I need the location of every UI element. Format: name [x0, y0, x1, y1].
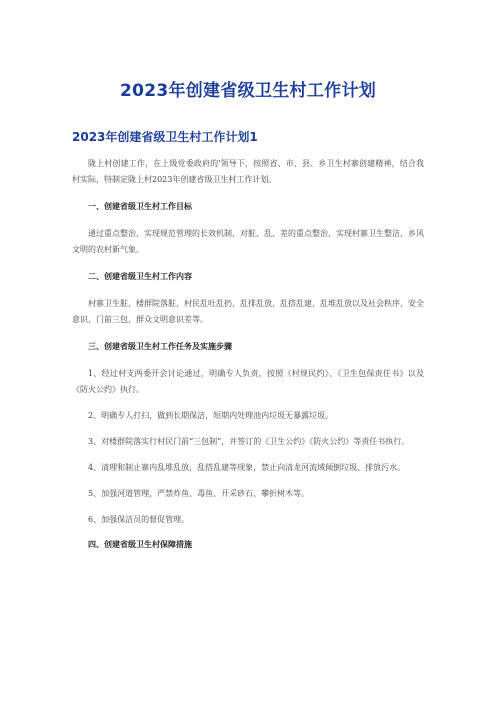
document-body: [72, 156, 424, 564]
heading-goals: 一、创建省级卫生村工作目标: [88, 202, 192, 211]
task-item-3: 3、对楼群院落实行村民门前“三包制”，并签订的《卫生公约》《防火公约》等责任书执行。: [88, 437, 410, 446]
section-title: 2023年创建省级卫生村工作计划1: [72, 130, 258, 144]
heading-content: 二、创建省级卫生村工作内容: [88, 272, 192, 281]
document-title: 2023年创建省级卫生村工作计划: [119, 81, 377, 101]
task-item-1: 1、经过村支两委开会讨论通过，明确专人负责，按照《村规民约》、《卫生包保责任书》以及《防火公约》执行。: [72, 369, 424, 394]
task-item-5: 5、加强河道管理，严禁炸鱼、毒鱼、开采砂石、攀折树木等。: [88, 489, 310, 498]
paragraph-content: 村寨卫生脏、楼群院落脏、村民乱吐乱扔、乱排乱放、乱搭乱建、乱堆乱放以及社会秩序、安全意识、门前三包、群众文明意识差等。: [72, 299, 424, 324]
task-item-6: 6、加强保洁员的督促管理。: [88, 515, 190, 524]
task-item-4: 4、清理和制止寨内乱堆乱放，乱搭乱建等现象，禁止向清龙河流域倾倒垃圾、排放污水。: [88, 463, 406, 472]
heading-tasks: 三、创建省级卫生村工作任务及实施步骤: [88, 342, 232, 351]
heading-measures: 四、创建省级卫生村保障措施: [88, 540, 192, 549]
paragraph-goals: 通过重点整治，实现规范管理的长效机制，对脏、乱、差的重点整治，实现村寨卫生整洁，乡风文明的农村新气象。: [72, 229, 424, 254]
intro-paragraph: 陇上村创建工作，在上级党委政府的'领导下，按照省、市、县、乡卫生村寨创建精神，结合我村实际，特制定陇上村2023年创建省级卫生村工作计划。: [72, 159, 424, 184]
task-item-2: 2、明确专人打扫，做到长期保洁，短期内处理池内垃圾无暴露垃圾。: [88, 411, 334, 420]
